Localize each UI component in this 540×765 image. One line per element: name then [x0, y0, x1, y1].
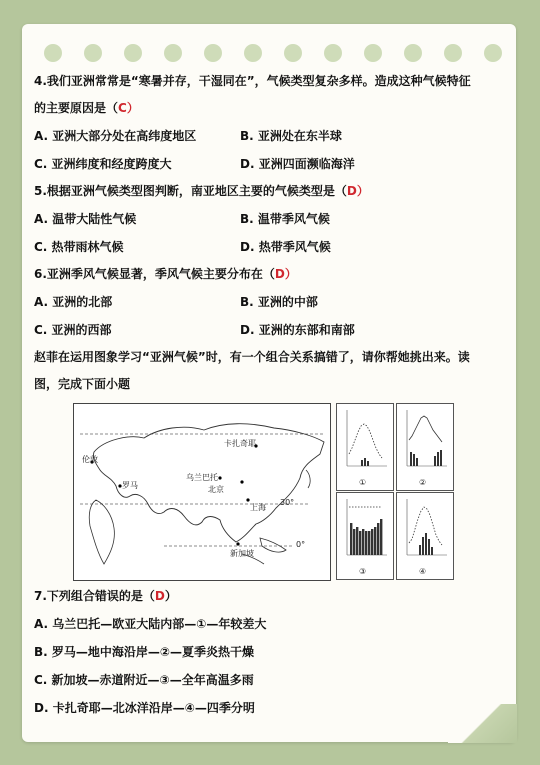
map-label-ulaanbaatar: 乌兰巴托	[186, 473, 218, 482]
q7-stem: 7.下列组合错误的是（D）	[34, 589, 177, 603]
q4-answer: C	[118, 101, 127, 115]
ring-icon	[404, 44, 422, 62]
climate-chart-4	[396, 492, 454, 580]
q6-option-b[interactable]: B. 亚洲的中部	[240, 295, 318, 309]
q7-option-d[interactable]: D. 卡扎奇耶—北冰洋沿岸—④—四季分明	[34, 701, 255, 715]
q5-answer: D	[346, 184, 357, 198]
q5-option-c[interactable]: C. 热带雨林气候	[34, 240, 124, 254]
climate-chart-3	[336, 492, 394, 580]
map-label-shanghai: 上海	[250, 503, 266, 512]
ring-icon	[364, 44, 382, 62]
climate-chart-1	[336, 403, 394, 491]
map-label-lat0: 0°	[296, 540, 306, 549]
q5-option-a[interactable]: A. 温带大陆性气候	[34, 212, 137, 226]
q4-option-c[interactable]: C. 亚洲纬度和经度跨度大	[34, 157, 172, 171]
map-label-singapore: 新加坡	[230, 549, 254, 558]
q7-option-a[interactable]: A. 乌兰巴托—欧亚大陆内部—①—年较差大	[34, 617, 267, 631]
ring-icon	[124, 44, 142, 62]
ring-icon	[84, 44, 102, 62]
ring-icon	[204, 44, 222, 62]
q7-option-c[interactable]: C. 新加坡—赤道附近—③—全年高温多雨	[34, 673, 254, 687]
q4-option-d[interactable]: D. 亚洲四面濒临海洋	[240, 157, 355, 171]
q6-option-a[interactable]: A. 亚洲的北部	[34, 295, 113, 309]
ring-icon	[244, 44, 262, 62]
q6-stem: 6.亚洲季风气候显著，季风气候主要分布在（D）	[34, 267, 297, 281]
q5-stem: 5.根据亚洲气候类型图判断，南亚地区主要的气候类型是（D）	[34, 184, 369, 198]
q7-option-b[interactable]: B. 罗马—地中海沿岸—②—夏季炎热干燥	[34, 645, 255, 659]
q4-stem-line2: 的主要原因是（C）	[34, 101, 139, 115]
ring-icon	[484, 44, 502, 62]
climate-chart-2	[396, 403, 454, 491]
intro-line1: 赵菲在运用图象学习“亚洲气候”时，有一个组合关系搞错了，请你帮她挑出来。读	[34, 350, 470, 364]
map-label-rome: 罗马	[122, 481, 138, 490]
q6-option-d[interactable]: D. 亚洲的东部和南部	[240, 323, 355, 337]
ring-icon	[324, 44, 342, 62]
map-label-beijing: 北京	[208, 485, 224, 494]
asia-map	[73, 403, 331, 581]
q4-option-a[interactable]: A. 亚洲大部分处在高纬度地区	[34, 129, 197, 143]
climate-label-3: ③	[359, 567, 367, 576]
ring-icon	[284, 44, 302, 62]
q6-option-c[interactable]: C. 亚洲的西部	[34, 323, 112, 337]
climate-label-2: ②	[419, 478, 427, 487]
map-label-kazachye: 卡扎奇耶	[224, 439, 256, 448]
map-label-lat30: 30°	[280, 498, 295, 507]
climate-label-4: ④	[419, 567, 427, 576]
q4-option-b[interactable]: B. 亚洲处在东半球	[240, 129, 342, 143]
q5-option-d[interactable]: D. 热带季风气候	[240, 240, 331, 254]
q6-answer: D	[274, 267, 285, 281]
climate-label-1: ①	[359, 478, 367, 487]
q4-stem-line1: 4.我们亚洲常常是“寒暑并存，干湿同在”，气候类型复杂多样。造成这种气候特征	[34, 74, 471, 88]
map-label-london: 伦敦	[82, 455, 98, 464]
map-drawing	[74, 404, 330, 580]
intro-line2: 图，完成下面小题	[34, 377, 131, 391]
ring-icon	[444, 44, 462, 62]
q7-answer: D	[154, 589, 165, 603]
page-curl	[448, 704, 517, 743]
ring-icon	[164, 44, 182, 62]
ring-icon	[44, 44, 62, 62]
q5-option-b[interactable]: B. 温带季风气候	[240, 212, 330, 226]
